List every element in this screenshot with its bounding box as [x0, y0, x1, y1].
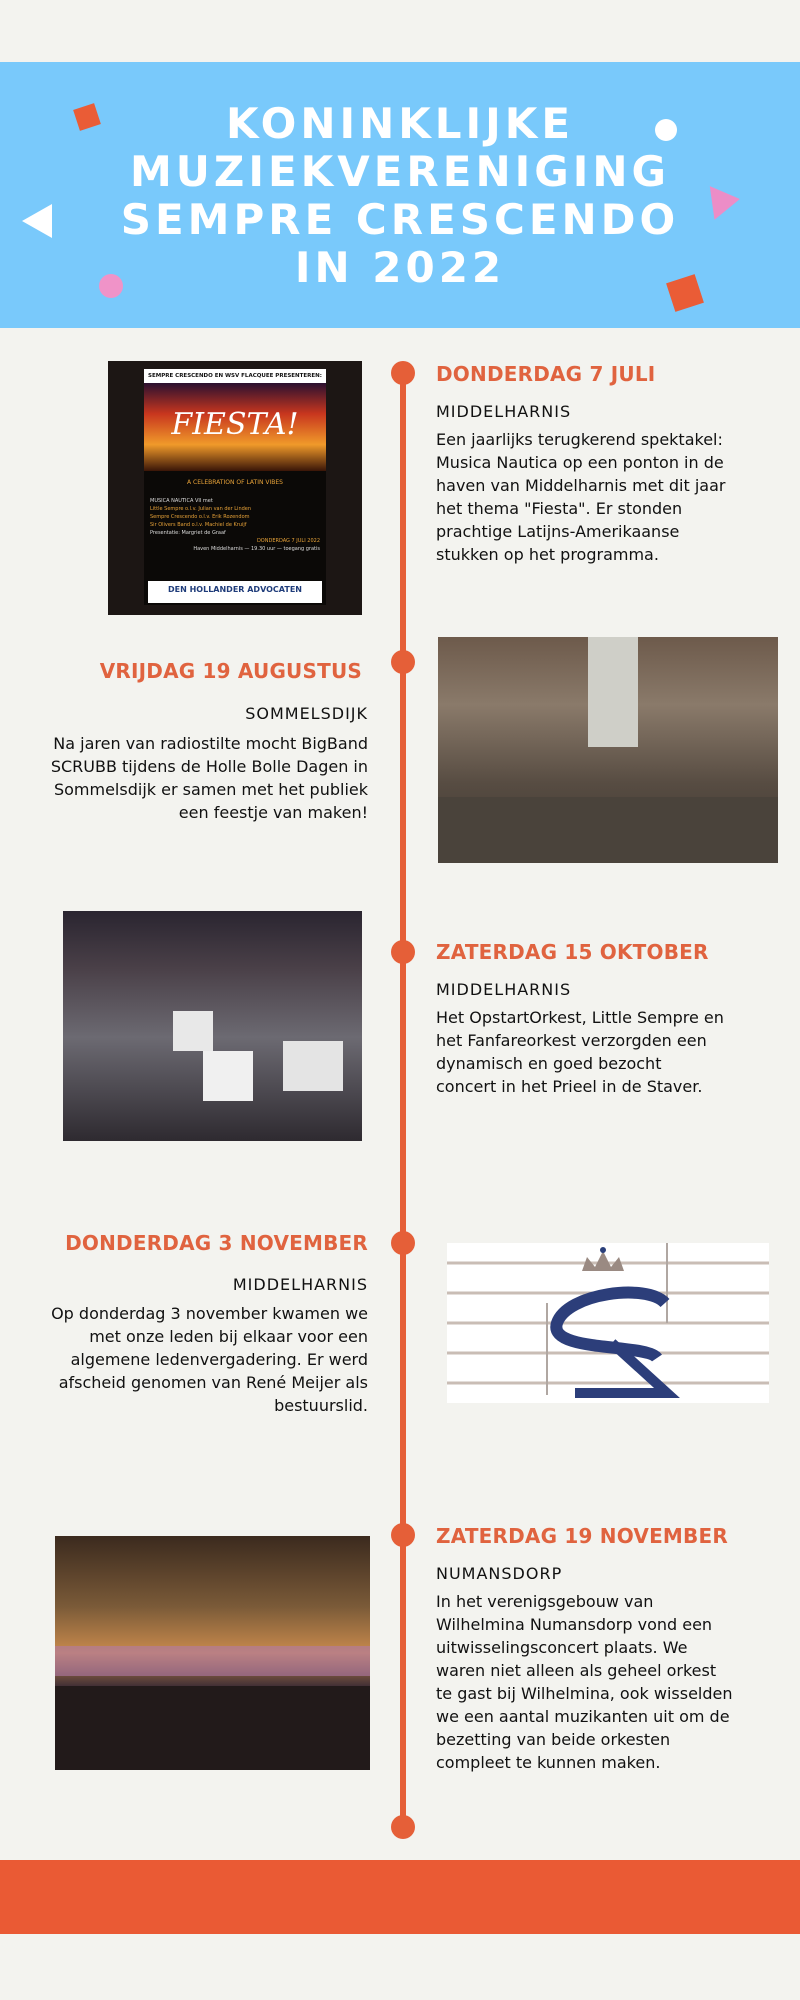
concert-photo	[55, 1536, 370, 1770]
event-place: NUMANSDORP	[436, 1564, 563, 1583]
logo-icon	[447, 1243, 769, 1403]
page-title	[0, 100, 800, 292]
timeline-dot	[391, 361, 415, 385]
title-line: KONINKLIJKE	[225, 99, 575, 148]
footer-bar	[0, 1860, 800, 1934]
event-place: MIDDELHARNIS	[436, 980, 572, 999]
fiesta-poster-image	[108, 361, 362, 615]
poster-title: FIESTA!	[171, 407, 299, 442]
timeline-dot	[391, 1815, 415, 1839]
event-description: In het verenigsgebouw van Wilhelmina Numansdorp vond een uitwisselingsconcert plaats. We waren niet alleen als geheel orkest te gast bij Wilhelmina, ook wisselden we een aantal muzikanten uit om de bezetting van beide orkesten compleet te kunnen maken.	[436, 1592, 733, 1772]
timeline-dot	[391, 940, 415, 964]
poster-sponsor: DEN HOLLANDER ADVOCATEN	[148, 581, 322, 603]
poster-subtitle: A CELEBRATION OF LATIN VIBES	[187, 479, 283, 486]
timeline-dot	[391, 650, 415, 674]
orchestra-photo	[63, 911, 362, 1141]
event-place: MIDDELHARNIS	[232, 1275, 368, 1294]
association-logo	[447, 1243, 769, 1403]
timeline-dot	[391, 1523, 415, 1547]
event-description: Een jaarlijks terugkerend spektakel: Musica Nautica op een ponton in de haven van Middelharnis met dit jaar het thema "Fiesta". Er stonden prachtige Latijns-Amerikaanse stukken op het programma.	[436, 430, 726, 564]
event-date: DONDERDAG 3 NOVEMBER	[65, 1231, 368, 1255]
event-description: Op donderdag 3 november kwamen we met onze leden bij elkaar voor een algemene ledenvergadering. Er werd afscheid genomen van René Meijer als bestuurslid.	[51, 1304, 368, 1415]
event-date: DONDERDAG 7 JULI	[436, 362, 656, 386]
event-place: SOMMELSDIJK	[245, 704, 368, 723]
title-line: IN 2022	[294, 243, 506, 292]
poster-header: SEMPRE CRESCENDO EN WSV FLACQUEE PRESENTEREN:	[144, 369, 326, 383]
poster-lines: MUSICA NAUTICA VII met Little Sempre o.l.v. Julian van der Linden Sempre Crescendo o.l.v. Erik Rozendom Sir Olivers Band o.l.v. Machiel de Kruijf Presentatie: Margriet de Graaf DONDERDAG 7 JULI 2022 Haven Middelharnis — 19.30 uur — toegang gratis	[150, 498, 320, 552]
title-line: SEMPRE CRESCENDO	[120, 195, 680, 244]
event-date: ZATERDAG 15 OKTOBER	[436, 940, 709, 964]
event-place: MIDDELHARNIS	[436, 402, 572, 421]
event-description: Na jaren van radiostilte mocht BigBand SCRUBB tijdens de Holle Bolle Dagen in Sommelsdijk er samen met het publiek een feestje van maken!	[50, 734, 368, 822]
timeline-dot	[391, 1231, 415, 1255]
title-line: MUZIEKVERENIGING	[130, 147, 670, 196]
bigband-photo	[438, 637, 778, 863]
event-date: ZATERDAG 19 NOVEMBER	[436, 1524, 728, 1548]
event-description: Het OpstartOrkest, Little Sempre en het Fanfareorkest verzorgden een dynamisch en goed bezocht concert in het Prieel in de Staver.	[436, 1008, 724, 1096]
event-date: VRIJDAG 19 AUGUSTUS	[99, 659, 362, 683]
timeline-line	[400, 372, 406, 1828]
